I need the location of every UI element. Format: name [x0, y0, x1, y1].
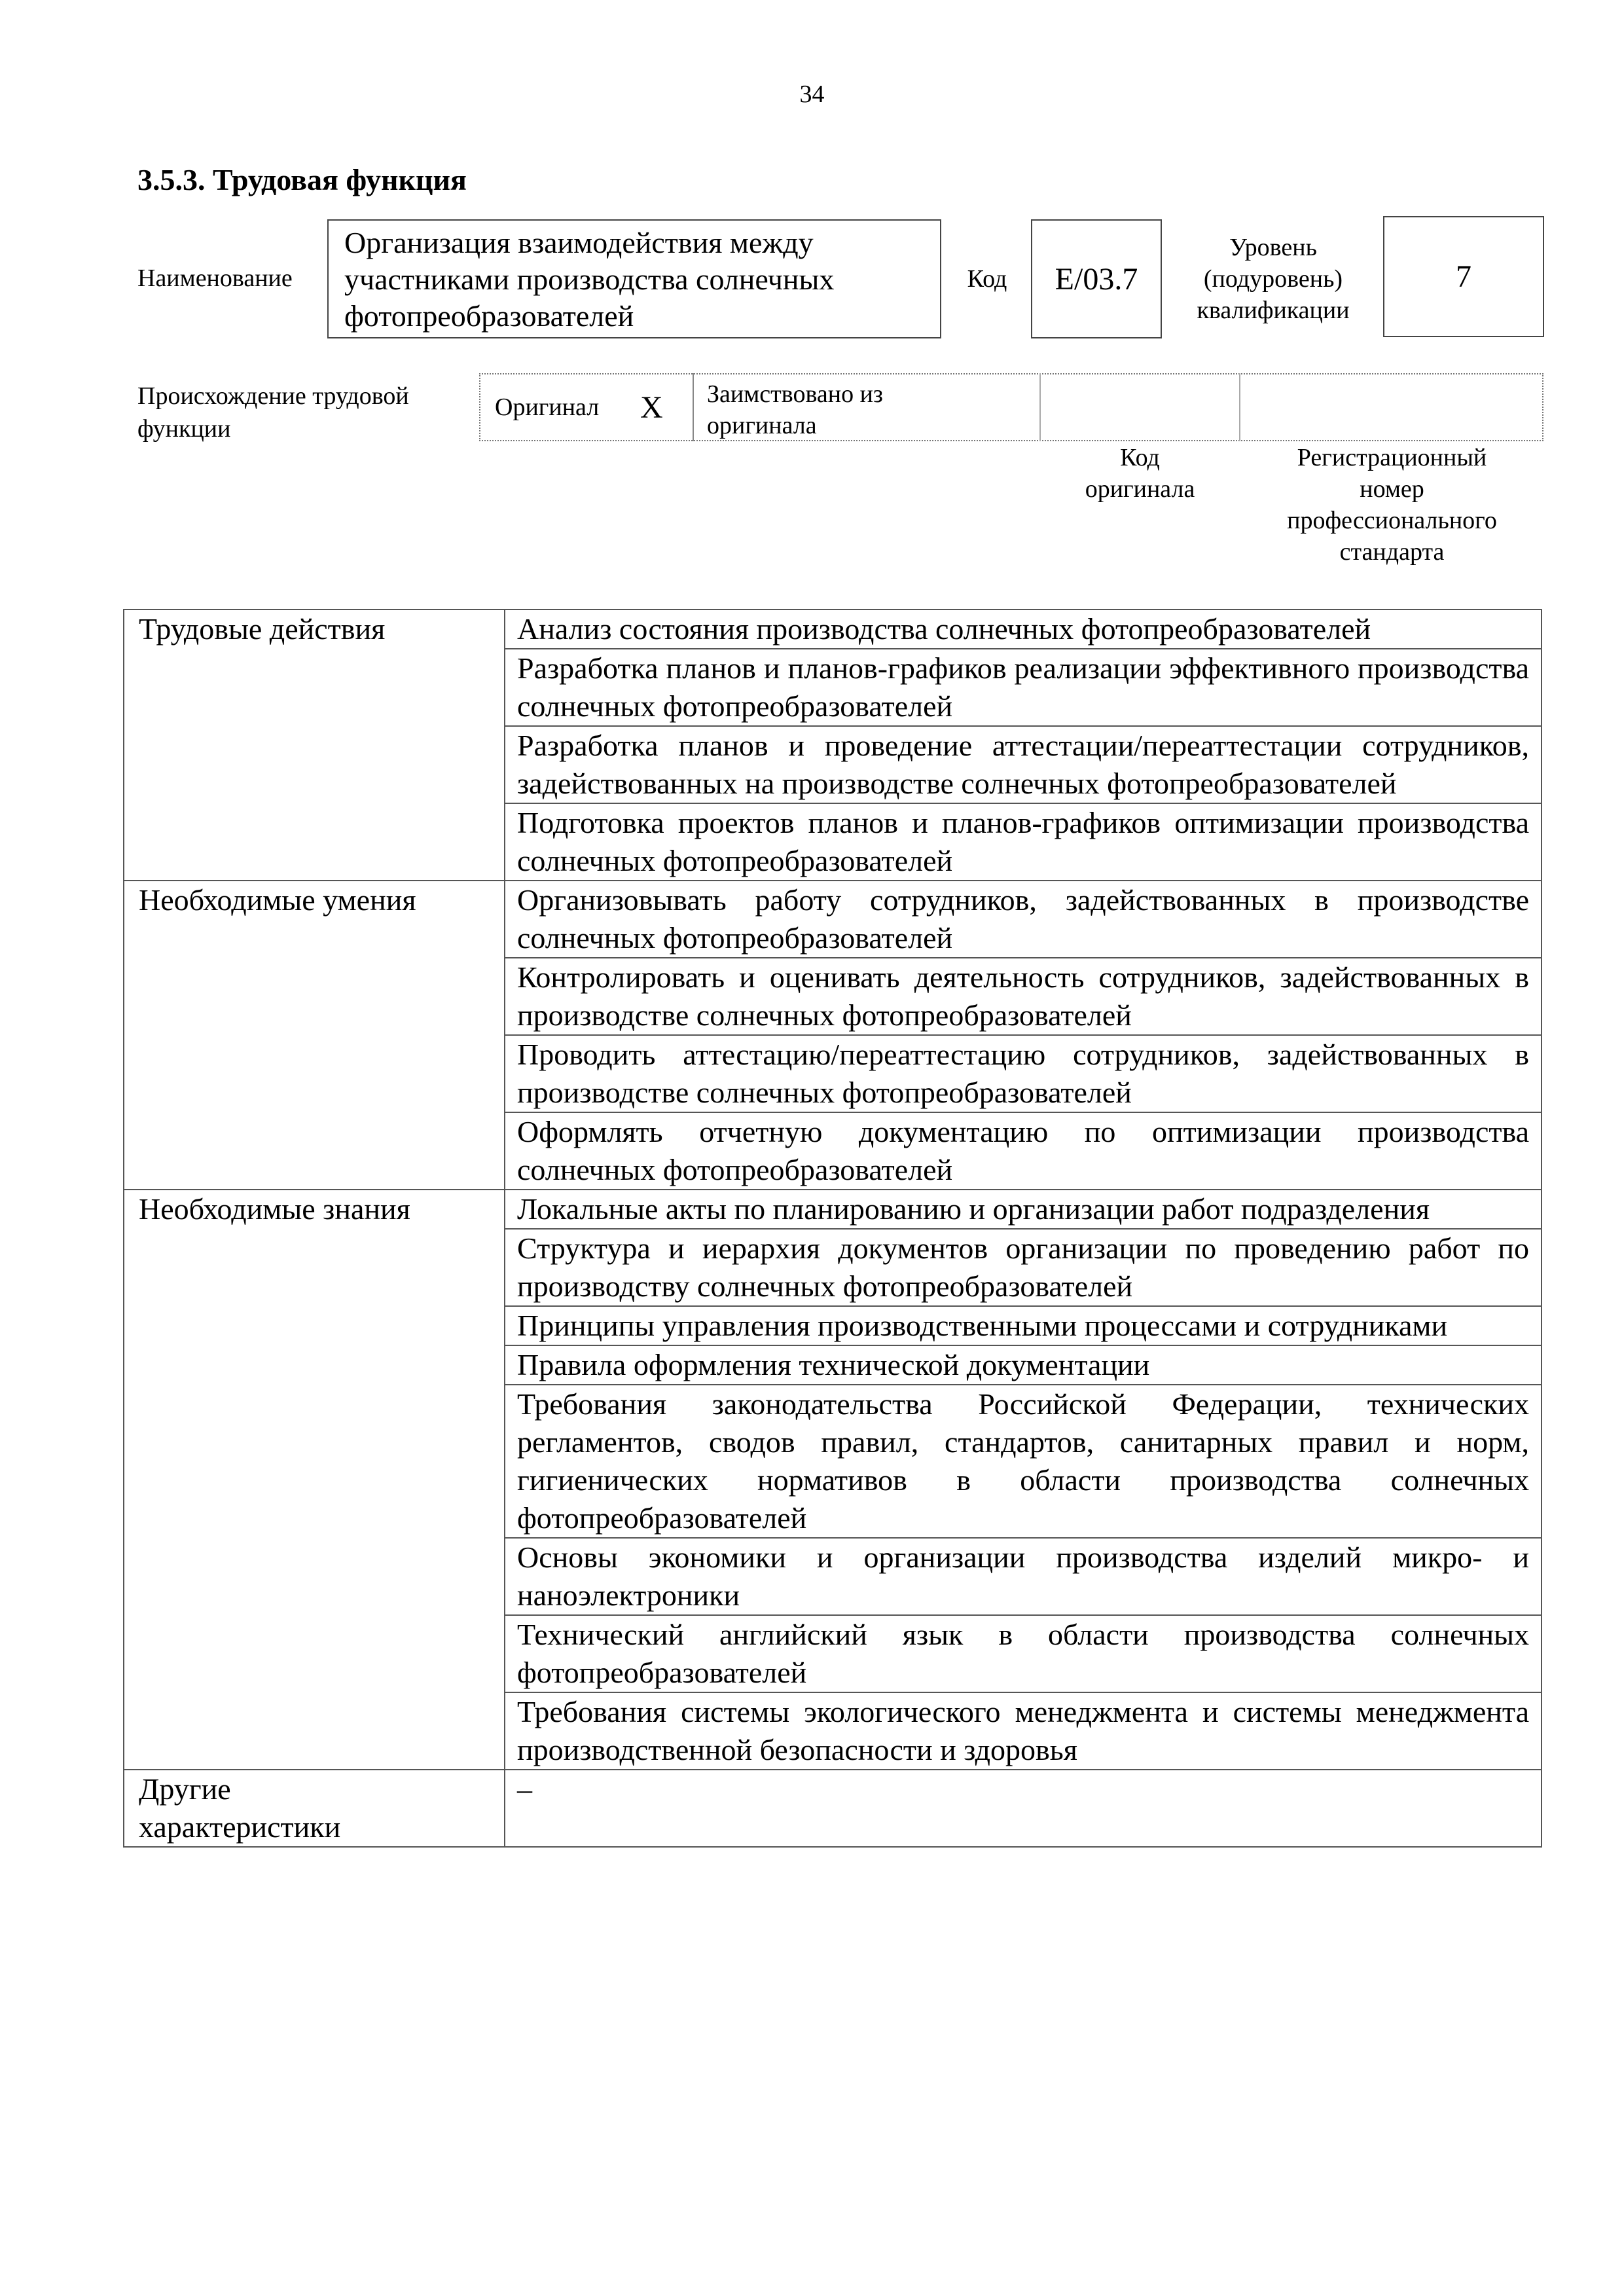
origin-divider	[1239, 373, 1240, 441]
section-item: Основы экономики и организации производства изделий микро- и наноэлектроники	[505, 1538, 1542, 1615]
borrowed-label-line: Заимствовано из	[707, 380, 883, 408]
section-item: Требования системы экологического менеджмента и системы менеджмента производственной безопасности и здоровья	[505, 1692, 1542, 1770]
function-details-table	[123, 609, 1542, 1848]
section-item: Принципы управления производственными процессами и сотрудниками	[505, 1306, 1542, 1345]
section-item: Проводить аттестацию/переаттестацию сотрудников, задействованных в производстве солнечных фотопреобразователей	[505, 1035, 1542, 1112]
function-name-box	[327, 219, 941, 338]
section-heading: Трудовые действия	[124, 610, 505, 881]
naming-label: Наименование	[137, 264, 293, 292]
origin-label	[137, 380, 409, 445]
code-original-caption	[1041, 442, 1239, 505]
borrowed-label	[707, 378, 883, 441]
section-heading	[124, 1770, 505, 1847]
caption-line: профессионального	[1287, 507, 1497, 534]
borrowed-label-line: оригинала	[707, 412, 817, 439]
function-name-line: Организация взаимодействия между	[344, 226, 814, 259]
level-label-line: Уровень	[1229, 234, 1317, 261]
page-number: 34	[799, 81, 825, 108]
section-item: Контролировать и оценивать деятельность сотрудников, задействованных в производстве солнечных фотопреобразователей	[505, 958, 1542, 1035]
table-row	[124, 1770, 1542, 1847]
caption-line: Код	[1120, 444, 1160, 471]
function-name-line: участниками производства солнечных	[344, 263, 835, 296]
table-row	[124, 1190, 1542, 1229]
original-mark: X	[640, 390, 663, 425]
section-item: Анализ состояния производства солнечных фотопреобразователей	[505, 610, 1542, 649]
origin-table	[479, 373, 1543, 441]
section-heading-line: Другие	[139, 1772, 231, 1806]
origin-label-line: функции	[137, 415, 231, 443]
level-label	[1172, 219, 1375, 338]
code-label: Код	[967, 265, 1007, 293]
level-value: 7	[1383, 216, 1544, 337]
section-item: Правила оформления технической документации	[505, 1345, 1542, 1385]
caption-line: Регистрационный	[1297, 444, 1487, 471]
level-label-line: квалификации	[1197, 297, 1350, 324]
section-item: Оформлять отчетную документацию по оптимизации производства солнечных фотопреобразователей	[505, 1112, 1542, 1190]
other-characteristics-value: –	[505, 1770, 1542, 1847]
table-row	[124, 881, 1542, 958]
origin-divider	[693, 373, 694, 441]
section-heading: Необходимые умения	[124, 881, 505, 1190]
level-label-line: (подуровень)	[1203, 265, 1343, 293]
caption-line: стандарта	[1339, 538, 1445, 566]
section-item: Подготовка проектов планов и планов-графиков оптимизации производства солнечных фотопреобразователей	[505, 803, 1542, 881]
origin-divider	[1039, 373, 1041, 441]
section-item: Требования законодательства Российской Федерации, технических регламентов, сводов правил, стандартов, санитарных правил и норм, гигиенических нормативов в области производства солнечных фотопреобразователей	[505, 1385, 1542, 1538]
section-heading: Необходимые знания	[124, 1190, 505, 1770]
section-item: Разработка планов и планов-графиков реализации эффективного производства солнечных фотопреобразователей	[505, 649, 1542, 726]
section-item: Организовывать работу сотрудников, задействованных в производстве солнечных фотопреобразователей	[505, 881, 1542, 958]
origin-label-line: Происхождение трудовой	[137, 382, 409, 410]
registration-caption	[1240, 442, 1543, 568]
caption-line: оригинала	[1085, 475, 1195, 503]
section-item: Структура и иерархия документов организации по проведению работ по производству солнечных фотопреобразователей	[505, 1229, 1542, 1306]
code-value: E/03.7	[1031, 219, 1162, 338]
function-name-line: фотопреобразователей	[344, 299, 634, 333]
caption-line: номер	[1360, 475, 1424, 503]
table-row	[124, 610, 1542, 649]
original-label: Оригинал	[495, 393, 600, 421]
section-item: Локальные акты по планированию и организации работ подразделения	[505, 1190, 1542, 1229]
section-item: Разработка планов и проведение аттестации/переаттестации сотрудников, задействованных на производстве солнечных фотопреобразователей	[505, 726, 1542, 803]
section-heading-line: характеристики	[139, 1810, 341, 1844]
section-title: 3.5.3. Трудовая функция	[137, 163, 467, 196]
section-item: Технический английский язык в области производства солнечных фотопреобразователей	[505, 1615, 1542, 1692]
